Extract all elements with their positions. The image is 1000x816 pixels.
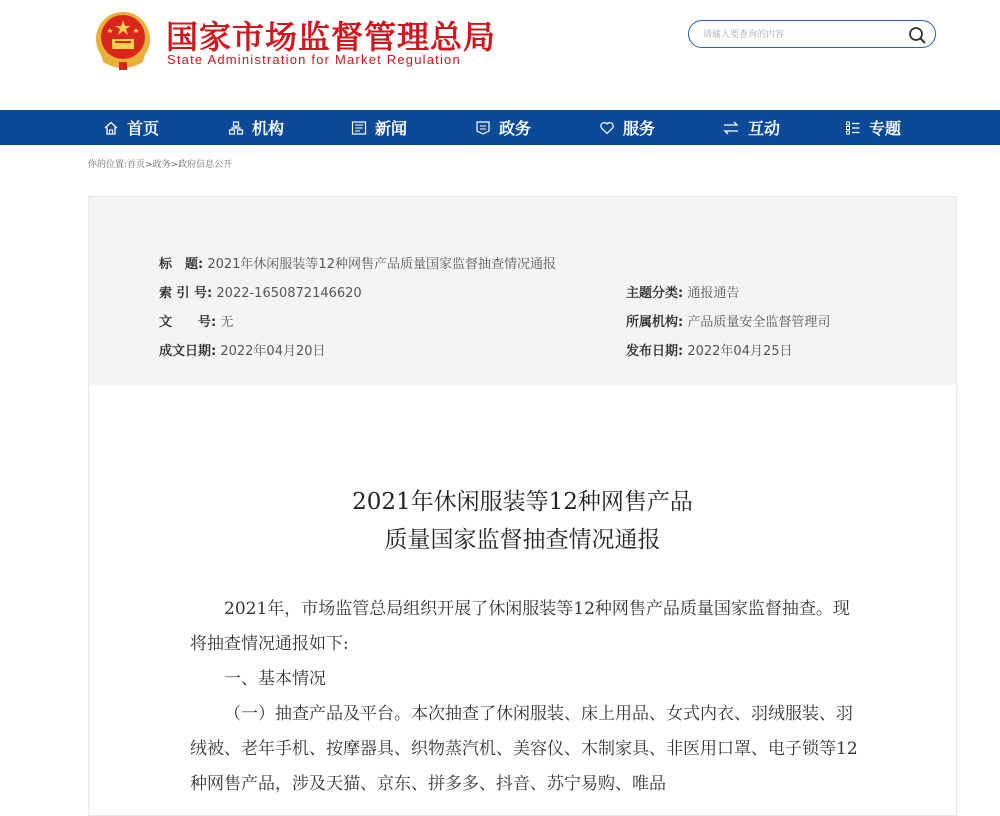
meta-value: 2022年04月25日 [687,344,793,359]
document-metadata [89,197,956,385]
article-body [190,592,860,802]
site-name-english: State Administration for Market Regulation [167,52,461,67]
nav-label: 机构 [252,119,285,138]
meta-key: 发布日期: [626,344,684,359]
exchange-arrows-icon [722,120,740,136]
meta-written-date [159,340,326,359]
meta-value: 产品质量安全监督管理司 [687,315,831,330]
nav-label: 首页 [127,119,160,138]
meta-key: 主题分类: [626,286,684,301]
nav-item-topics[interactable] [845,110,901,145]
article-container [88,196,957,816]
meta-value: 通报通告 [687,286,740,301]
nav-label: 互动 [748,119,781,138]
heart-icon [599,120,615,136]
nav-item-government-affairs[interactable] [475,110,531,145]
meta-key: 文 号: [159,315,217,330]
national-emblem-icon [93,10,153,72]
breadcrumb: 你的位置:首页>政务>政府信息公开 [88,160,233,170]
nav-label: 专题 [869,119,902,138]
search-box [688,20,936,48]
section-heading: 一、基本情况 [224,669,326,689]
article-title-line-1: 2021年休闲服装等12种网售产品 [352,489,693,515]
meta-value: 无 [220,315,234,330]
meta-value: 2022-1650872146620 [216,286,362,301]
meta-value: 2021年休闲服装等12种网售产品质量国家监督抽查情况通报 [207,257,556,272]
home-icon [103,120,119,136]
government-affairs-icon [475,120,491,136]
nav-item-institutions[interactable] [228,110,284,145]
news-icon [351,120,367,136]
meta-key: 成文日期: [159,344,217,359]
site-name-chinese: 国家市场监督管理总局 [166,18,497,56]
search-input[interactable] [701,25,905,45]
meta-index-number [159,282,362,301]
meta-publish-date [626,340,793,359]
nav-label: 政务 [499,119,532,138]
paragraph: （一）抽查产品及平台。本次抽查了休闲服装、床上用品、女式内衣、羽绒服装、羽绒被、老年手机、按摩器具、织物蒸汽机、美容仪、木制家具、非医用口罩、电子锁等12种网售产品，涉及天猫、京东、拼多多、抖音、苏宁易购、唯品 [190,704,858,794]
paragraph: 2021年，市场监管总局组织开展了休闲服装等12种网售产品质量国家监督抽查。现将抽查情况通报如下: [190,599,850,654]
meta-title [159,253,556,272]
nav-item-services[interactable] [599,110,655,145]
meta-document-number [159,311,233,330]
search-icon[interactable] [907,25,927,45]
meta-key: 所属机构: [626,315,684,330]
org-chart-icon [228,120,244,136]
meta-value: 2022年04月20日 [220,344,326,359]
nav-label: 服务 [623,119,656,138]
nav-item-interaction[interactable] [722,110,780,145]
site-header [0,0,1000,110]
meta-organization [626,311,830,330]
nav-item-news[interactable] [351,110,407,145]
article-title-line-2: 质量国家监督抽查情况通报 [384,527,661,553]
meta-topic-category [626,282,739,301]
nav-item-home[interactable] [103,110,159,145]
meta-key: 索 引 号: [159,286,213,301]
topic-list-icon [845,120,861,136]
nav-label: 新闻 [375,119,408,138]
main-nav [0,110,1000,145]
meta-key: 标 题: [159,257,204,272]
